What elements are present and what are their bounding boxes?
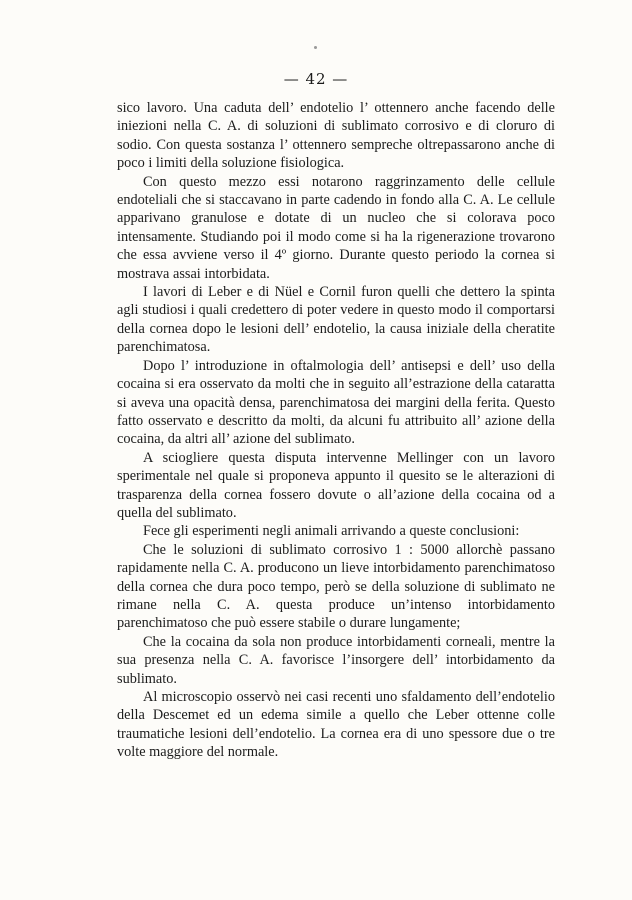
- paragraph: Che la cocaina da sola non produce intorbidamenti corneali, mentre la sua presenza nella C. A. favorisce l’insorgere dell’ intorbidamento da sublimato.: [117, 633, 555, 687]
- paragraph: sico lavoro. Una caduta dell’ endotelio l’ ottennero anche facendo delle iniezioni nella C. A. di soluzioni di sublimato corrosivo e di cloruro di sodio. Con questa sostanza l’ ottennero sempreche oltrepassarono anche di poco i limiti della soluzione fisiologica.: [117, 100, 555, 172]
- paragraph: Dopo l’ introduzione in oftalmologia dell’ antisepsi e dell’ uso della cocaina si era osservato da molti che in seguito all’estrazione della cataratta si aveva una opacità densa, parenchimatosa dei margini della ferita. Questo fatto osservato e descritto da molti, da alcuni fu attribuito all’ azione della cocaina, da altri all’ azione del sublimato.: [117, 357, 555, 448]
- paragraph: Che le soluzioni di sublimato corrosivo 1 : 5000 allorchè passano rapidamente nella C. A. producono un lieve intorbidamento parenchimatoso della cornea che dura poco tempo, però se della soluzione di sublimato ne rimane nella C. A. questa produce un’intenso intorbidamento parenchimatoso che può essere stabile o durare lungamente;: [117, 541, 555, 632]
- paragraph: Con questo mezzo essi notarono raggrinzamento delle cellule endoteliali che si staccavano in parte cadendo in fondo alla C. A. Le cellule apparivano granulose e dotate di un nucleo che si colorava poco intensamente. Studiando poi il modo come si ha la rigenerazione trovarono che essa avviene verso il 4º giorno. Durante questo periodo la cornea si mostrava assai intorbidata.: [117, 173, 555, 282]
- paragraph: I lavori di Leber e di Nüel e Cornil furon quelli che dettero la spinta agli studiosi i quali credettero di poter vedere in questo modo il comportarsi della cornea dopo le lesioni dell’ endotelio, la causa iniziale della cheratite parenchimatosa.: [117, 284, 555, 356]
- paragraph: Fece gli esperimenti negli animali arrivando a queste conclusioni:: [143, 523, 520, 540]
- body-text: [117, 99, 555, 762]
- paragraph: A sciogliere questa disputa intervenne Mellinger con un lavoro sperimentale nel quale si proponeva appunto il quesito se le alterazioni di trasparenza della cornea fossero dovute o all’azione della cocaina od a quella del sublimato.: [117, 449, 555, 521]
- paper-speck: [314, 46, 317, 49]
- page-number: — 42 —: [283, 70, 349, 88]
- paragraph: Al microscopio osservò nei casi recenti uno sfaldamento dell’endotelio della Descemet ed un edema simile a quello che Leber ottenne colle traumatiche lesioni dell’endotelio. La cornea era di uno spessore due o tre volte maggiore del normale.: [117, 689, 555, 761]
